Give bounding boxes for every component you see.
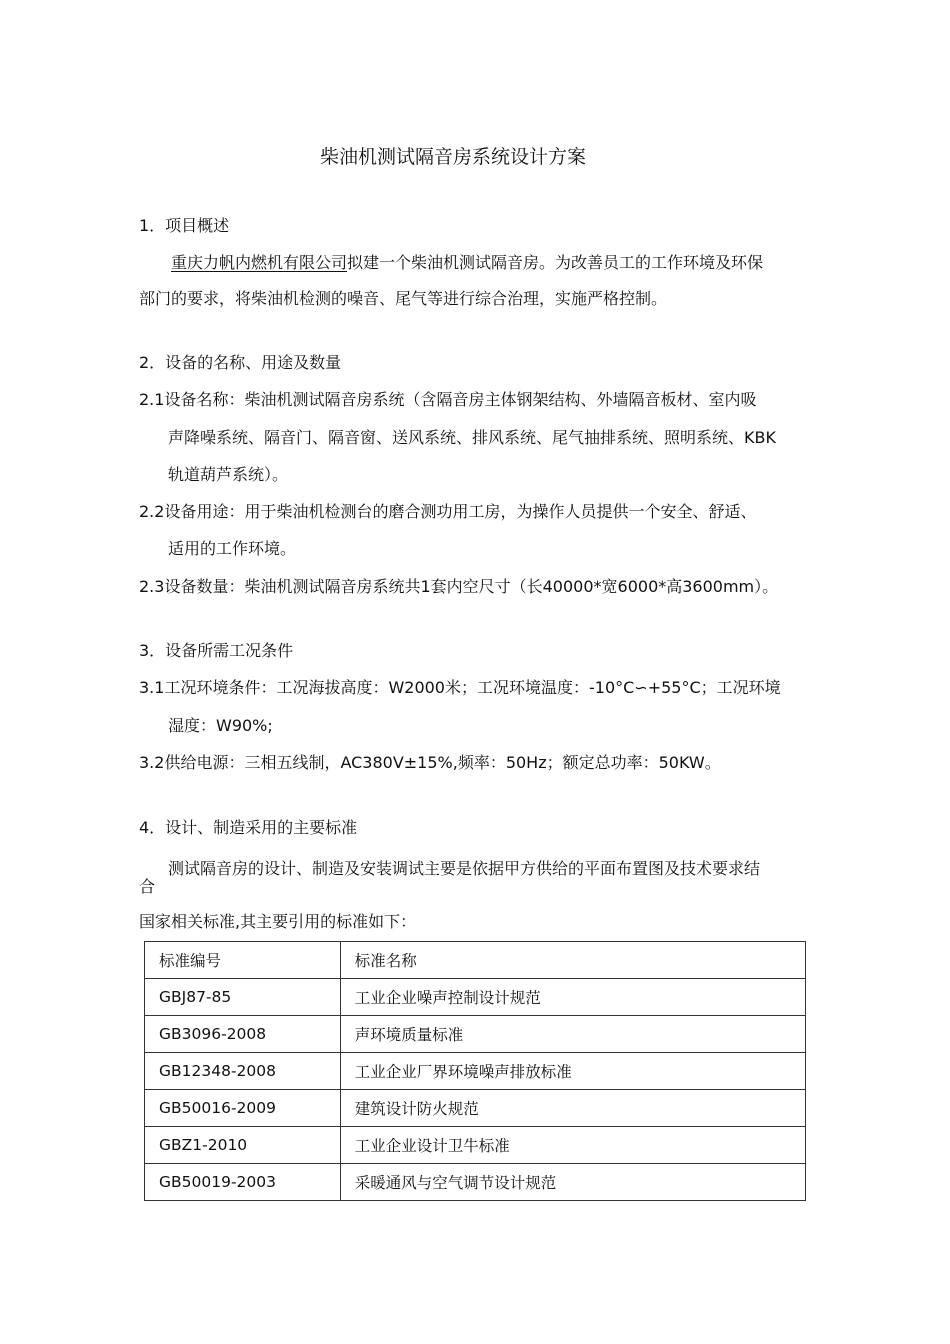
item-2-3-line-1: 2.3设备数量：柴油机测试隔音房系统共1套内空尺寸（长40000*宽6000*高3600mm）。 xyxy=(139,577,779,596)
item-3-2-line-1: 3.2供给电源：三相五线制，AC380V±15%,频率：50Hz；额定总功率：50KW。 xyxy=(139,753,721,772)
table-header-cell: 标准名称 xyxy=(340,942,805,979)
standard-name-cell: 建筑设计防火规范 xyxy=(340,1090,805,1127)
page-title: 柴油机测试隔音房系统设计方案 xyxy=(320,146,587,168)
section-4-paragraph-line-2: 合 xyxy=(139,877,156,896)
standard-name-cell: 声环境质量标准 xyxy=(340,1016,805,1053)
company-name: 重庆力帆内燃机有限公司 xyxy=(171,253,348,272)
item-2-2-line-1: 2.2设备用途：用于柴油机检测台的磨合测功用工房，为操作人员提供一个安全、舒适、 xyxy=(139,502,757,521)
table-row xyxy=(145,1053,806,1090)
item-3-1-line-1: 3.1工况环境条件：工况海拔高度：W2000米；工况环境温度：-10°C∽+55°C；工况环境 xyxy=(139,678,781,697)
section-4-paragraph-2: 国家相关标准,其主要引用的标准如下： xyxy=(139,912,417,931)
item-2-1-line-3: 轨道葫芦系统）。 xyxy=(168,465,289,484)
section-2-heading: 2．设备的名称、用途及数量 xyxy=(139,353,342,372)
standard-name-cell: 采暖通风与空气调节设计规范 xyxy=(340,1164,805,1201)
table-row xyxy=(145,1127,806,1164)
section-1-paragraph-line-2: 部门的要求，将柴油机检测的噪音、尾气等进行综合治理，实施严格控制。 xyxy=(139,289,668,308)
section-4-heading: 4．设计、制造采用的主要标准 xyxy=(139,818,358,837)
standard-code-cell: GBJ87-85 xyxy=(145,979,341,1016)
standard-name-cell: 工业企业厂界环境噪声排放标准 xyxy=(340,1053,805,1090)
section-1-paragraph-line-1 xyxy=(171,253,763,273)
table-row xyxy=(145,979,806,1016)
standard-code-cell: GB12348-2008 xyxy=(145,1053,341,1090)
section-3-heading: 3．设备所需工况条件 xyxy=(139,641,294,660)
standard-name-cell: 工业企业设计卫牛标准 xyxy=(340,1127,805,1164)
standard-code-cell: GBZ1-2010 xyxy=(145,1127,341,1164)
standard-code-cell: GB3096-2008 xyxy=(145,1016,341,1053)
table-row xyxy=(145,1164,806,1201)
section-1-heading: 1．项目概述 xyxy=(139,216,230,235)
section-4-paragraph-line-1: 测试隔音房的设计、制造及安装调试主要是依据甲方供给的平面布置图及技术要求结 xyxy=(168,859,761,878)
table-header-row xyxy=(145,942,806,979)
standard-name-cell: 工业企业噪声控制设计规范 xyxy=(340,979,805,1016)
item-2-2-line-2: 适用的工作环境。 xyxy=(168,539,297,558)
standards-table xyxy=(144,941,806,1201)
section-1-paragraph-rest: 拟建一个柴油机测试隔音房。为改善员工的工作环境及环保 xyxy=(347,253,764,272)
table-row xyxy=(145,1090,806,1127)
item-3-1-line-2: 湿度：W90%; xyxy=(168,716,273,735)
standard-code-cell: GB50019-2003 xyxy=(145,1164,341,1201)
table-row xyxy=(145,1016,806,1053)
standard-code-cell: GB50016-2009 xyxy=(145,1090,341,1127)
table-header-cell: 标准编号 xyxy=(145,942,341,979)
item-2-1-line-2: 声降噪系统、隔音门、隔音窗、送风系统、排风系统、尾气抽排系统、照明系统、KBK xyxy=(168,428,776,447)
item-2-1-line-1: 2.1设备名称：柴油机测试隔音房系统（含隔音房主体钢架结构、外墙隔音板材、室内吸 xyxy=(139,390,757,409)
